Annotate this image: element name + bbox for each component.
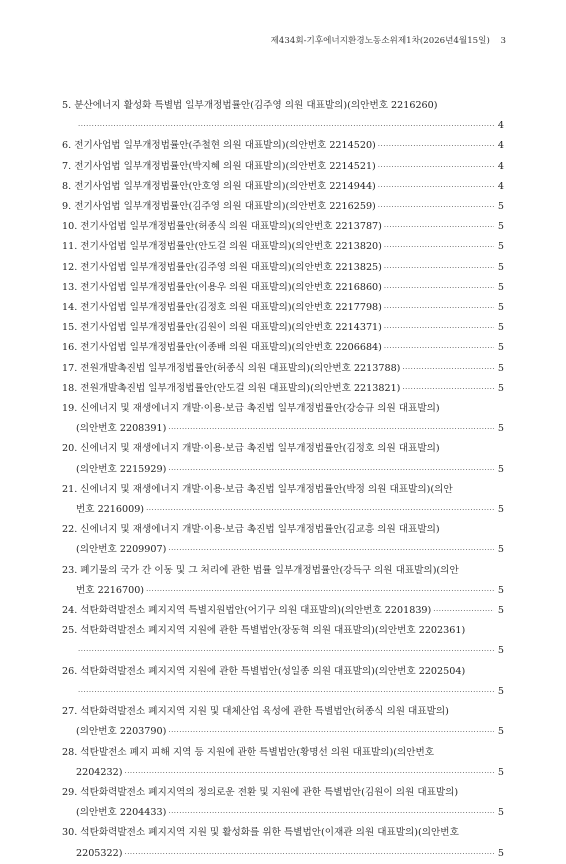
toc-entry-line	[62, 520, 504, 540]
toc-entry-text: 13. 전기사업법 일부개정법률안(이용우 의원 대표발의)(의안번호 2216860)	[62, 281, 382, 293]
dot-leader	[78, 116, 494, 136]
toc-entry[interactable]	[62, 298, 504, 318]
toc-entry-last-line	[62, 763, 504, 783]
toc-page-number: 5	[497, 584, 504, 596]
toc-page-number: 5	[497, 322, 504, 334]
toc-entry-text: 11. 전기사업법 일부개정법률안(안도걸 의원 대표발의)(의안번호 2213820)	[62, 241, 382, 253]
toc-entry-text: (의안번호 2204433)	[76, 807, 167, 819]
toc-page-number: 5	[497, 362, 504, 374]
toc-entry-text: (의안번호 2208391)	[76, 423, 167, 435]
toc-entry-last-line	[62, 116, 504, 136]
toc-entry[interactable]	[62, 561, 504, 601]
dot-leader	[378, 197, 494, 217]
toc-entry-text: 2204232)	[76, 766, 123, 778]
toc-page-number: 5	[497, 423, 504, 435]
toc-entry[interactable]	[62, 177, 504, 197]
toc-entry[interactable]	[62, 338, 504, 358]
toc-entry-text: 12. 전기사업법 일부개정법률안(김주영 의원 대표발의)(의안번호 2213825)	[62, 261, 382, 273]
dot-leader	[168, 803, 494, 823]
toc-entry-last-line	[62, 177, 504, 197]
toc-entry-text: 2205322)	[76, 847, 123, 859]
dot-leader	[78, 682, 494, 702]
toc-entry[interactable]	[62, 197, 504, 217]
toc-entry[interactable]	[62, 823, 504, 863]
toc-page-number: 5	[497, 766, 504, 778]
header-page-number: 3	[500, 36, 506, 46]
toc-entry-text: 28. 석탄발전소 폐지 피해 지역 등 지원에 관한 특별법안(황명선 의원 대표발의)(의안번호	[62, 746, 435, 758]
toc-entry-line	[62, 743, 504, 763]
toc-entry-text: 25. 석탄화력발전소 폐지지역 지원에 관한 특별법안(장동혁 의원 대표발의)(의안번호 2202361)	[62, 625, 466, 637]
dot-leader	[168, 460, 494, 480]
dot-leader	[378, 177, 494, 197]
header-title: 제434회-기후에너지환경노동소위제1차(2026년4월15일)	[270, 36, 490, 46]
toc-entry[interactable]	[62, 621, 504, 661]
dot-leader	[124, 844, 493, 864]
toc-entry-text: 23. 폐기물의 국가 간 이동 및 그 처리에 관한 법률 일부개정법률안(강득구 의원 대표발의)(의안	[62, 564, 459, 576]
toc-page-number: 4	[497, 180, 504, 192]
table-of-contents	[62, 96, 504, 864]
dot-leader	[168, 419, 494, 439]
toc-entry-last-line	[62, 237, 504, 257]
toc-entry-text: 15. 전기사업법 일부개정법률안(김원이 의원 대표발의)(의안번호 2214371)	[62, 322, 382, 334]
toc-entry-last-line	[62, 803, 504, 823]
dot-leader	[384, 258, 494, 278]
toc-entry[interactable]	[62, 237, 504, 257]
toc-entry-line	[62, 823, 504, 843]
toc-entry[interactable]	[62, 702, 504, 742]
toc-entry-text: 21. 신에너지 및 재생에너지 개발·이용·보급 촉진법 일부개정법률안(박정 의원 대표발의)(의안	[62, 483, 453, 495]
dot-leader	[124, 763, 493, 783]
page-header	[271, 34, 506, 46]
toc-entry[interactable]	[62, 379, 504, 399]
toc-entry[interactable]	[62, 96, 504, 136]
toc-page-number: 5	[497, 382, 504, 394]
toc-page-number: 5	[497, 261, 504, 273]
toc-entry[interactable]	[62, 662, 504, 702]
toc-entry-last-line	[62, 540, 504, 560]
toc-entry-last-line	[62, 682, 504, 702]
toc-page-number: 5	[497, 302, 504, 314]
toc-entry[interactable]	[62, 217, 504, 237]
toc-entry-last-line	[62, 379, 504, 399]
toc-page-number: 5	[497, 807, 504, 819]
toc-entry-text: 26. 석탄화력발전소 폐지지역 지원에 관한 특별법안(성일종 의원 대표발의)(의안번호 2202504)	[62, 665, 466, 677]
toc-entry-text: 29. 석탄화력발전소 폐지지역의 정의로운 전환 및 지원에 관한 특별법안(김원이 의원 대표발의)	[62, 786, 459, 798]
toc-entry-last-line	[62, 338, 504, 358]
toc-page-number: 5	[497, 605, 504, 617]
toc-entry[interactable]	[62, 157, 504, 177]
toc-entry-text: 6. 전기사업법 일부개정법률안(주철현 의원 대표발의)(의안번호 2214520)	[62, 140, 376, 152]
toc-entry-text: 17. 전원개발촉진법 일부개정법률안(허종식 의원 대표발의)(의안번호 2213788)	[62, 362, 401, 374]
dot-leader	[378, 157, 494, 177]
toc-entry-text: 22. 신에너지 및 재생에너지 개발·이용·보급 촉진법 일부개정법률안(김교흥 의원 대표발의)	[62, 524, 440, 536]
toc-page-number: 5	[497, 685, 504, 697]
toc-page-number: 5	[497, 847, 504, 859]
dot-leader	[433, 601, 494, 621]
toc-entry[interactable]	[62, 278, 504, 298]
toc-page-number: 4	[497, 120, 504, 132]
toc-entry-last-line	[62, 318, 504, 338]
dot-leader	[78, 641, 494, 661]
toc-entry-line	[62, 561, 504, 581]
toc-page-number: 5	[497, 463, 504, 475]
toc-entry-text: 8. 전기사업법 일부개정법률안(안호영 의원 대표발의)(의안번호 2214944)	[62, 180, 376, 192]
toc-entry-last-line	[62, 136, 504, 156]
toc-entry-text: 20. 신에너지 및 재생에너지 개발·이용·보급 촉진법 일부개정법률안(김정호 의원 대표발의)	[62, 443, 440, 455]
toc-entry-text: 19. 신에너지 및 재생에너지 개발·이용·보급 촉진법 일부개정법률안(강승규 의원 대표발의)	[62, 403, 440, 415]
toc-entry[interactable]	[62, 136, 504, 156]
toc-entry[interactable]	[62, 601, 504, 621]
toc-entry-text: (의안번호 2209907)	[76, 544, 167, 556]
toc-entry-last-line	[62, 217, 504, 237]
toc-entry-line	[62, 96, 504, 116]
toc-entry-text: 5. 분산에너지 활성화 특별법 일부개정법률안(김주영 의원 대표발의)(의안번호 2216260)	[62, 100, 438, 111]
toc-entry-last-line	[62, 500, 504, 520]
toc-page-number: 4	[497, 160, 504, 172]
toc-entry-last-line	[62, 298, 504, 318]
toc-entry-text: 14. 전기사업법 일부개정법률안(김정호 의원 대표발의)(의안번호 2217798)	[62, 302, 382, 314]
toc-entry-line	[62, 439, 504, 459]
toc-entry-text: 27. 석탄화력발전소 폐지지역 지원 및 대체산업 육성에 관한 특별법안(허종식 의원 대표발의)	[62, 706, 449, 718]
toc-entry-last-line	[62, 601, 504, 621]
dot-leader	[168, 540, 494, 560]
dot-leader	[146, 500, 494, 520]
toc-page-number: 5	[497, 504, 504, 516]
toc-page-number: 5	[497, 201, 504, 213]
dot-leader	[384, 278, 494, 298]
dot-leader	[168, 722, 494, 742]
toc-page-number: 5	[497, 544, 504, 556]
toc-entry-text: 7. 전기사업법 일부개정법률안(박지혜 의원 대표발의)(의안번호 2214521)	[62, 160, 376, 172]
toc-entry[interactable]	[62, 520, 504, 560]
toc-entry-last-line	[62, 844, 504, 864]
toc-page-number: 5	[497, 726, 504, 738]
toc-entry[interactable]	[62, 783, 504, 823]
toc-entry-last-line	[62, 359, 504, 379]
toc-entry-text: (의안번호 2215929)	[76, 463, 167, 475]
toc-entry-line	[62, 702, 504, 722]
toc-entry-last-line	[62, 460, 504, 480]
toc-entry[interactable]	[62, 743, 504, 783]
toc-entry-last-line	[62, 722, 504, 742]
toc-page-number: 5	[497, 281, 504, 293]
toc-entry[interactable]	[62, 399, 504, 439]
toc-entry-last-line	[62, 581, 504, 601]
toc-entry-text: 24. 석탄화력발전소 폐지지역 특별지원법안(어기구 의원 대표발의)(의안번호 2201839)	[62, 605, 432, 617]
toc-entry-text: 30. 석탄화력발전소 폐지지역 지원 및 활성화를 위한 특별법안(이재관 의원 대표발의)(의안번호	[62, 827, 459, 839]
toc-entry-last-line	[62, 197, 504, 217]
dot-leader	[378, 136, 494, 156]
dot-leader	[402, 359, 493, 379]
toc-entry-text: 번호 2216700)	[76, 584, 145, 596]
toc-entry-last-line	[62, 258, 504, 278]
dot-leader	[384, 318, 494, 338]
toc-entry[interactable]	[62, 480, 504, 520]
toc-entry[interactable]	[62, 318, 504, 338]
toc-entry-last-line	[62, 278, 504, 298]
dot-leader	[384, 338, 494, 358]
toc-entry-text: 9. 전기사업법 일부개정법률안(김주영 의원 대표발의)(의안번호 2216259)	[62, 201, 376, 213]
toc-entry-line	[62, 480, 504, 500]
toc-entry-text: (의안번호 2203790)	[76, 726, 167, 738]
toc-page-number: 5	[497, 342, 504, 354]
toc-page-number: 5	[497, 221, 504, 233]
toc-entry-text: 번호 2216009)	[76, 504, 145, 516]
toc-page-number: 5	[497, 645, 504, 657]
toc-entry[interactable]	[62, 258, 504, 278]
toc-entry-last-line	[62, 641, 504, 661]
toc-entry-text: 16. 전기사업법 일부개정법률안(이종배 의원 대표발의)(의안번호 2206684)	[62, 342, 382, 354]
toc-entry-last-line	[62, 157, 504, 177]
toc-page-number: 4	[497, 140, 504, 152]
toc-page-number: 5	[497, 241, 504, 253]
toc-entry-last-line	[62, 419, 504, 439]
toc-entry-text: 18. 전원개발촉진법 일부개정법률안(안도걸 의원 대표발의)(의안번호 2213821)	[62, 382, 401, 394]
toc-entry-line	[62, 662, 504, 682]
dot-leader	[384, 217, 494, 237]
dot-leader	[146, 581, 494, 601]
dot-leader	[384, 237, 494, 257]
dot-leader	[384, 298, 494, 318]
toc-entry[interactable]	[62, 359, 504, 379]
toc-entry-line	[62, 399, 504, 419]
toc-entry-line	[62, 621, 504, 641]
toc-entry-line	[62, 783, 504, 803]
toc-entry-text: 10. 전기사업법 일부개정법률안(허종식 의원 대표발의)(의안번호 2213787)	[62, 221, 382, 233]
toc-entry[interactable]	[62, 439, 504, 479]
dot-leader	[402, 379, 493, 399]
